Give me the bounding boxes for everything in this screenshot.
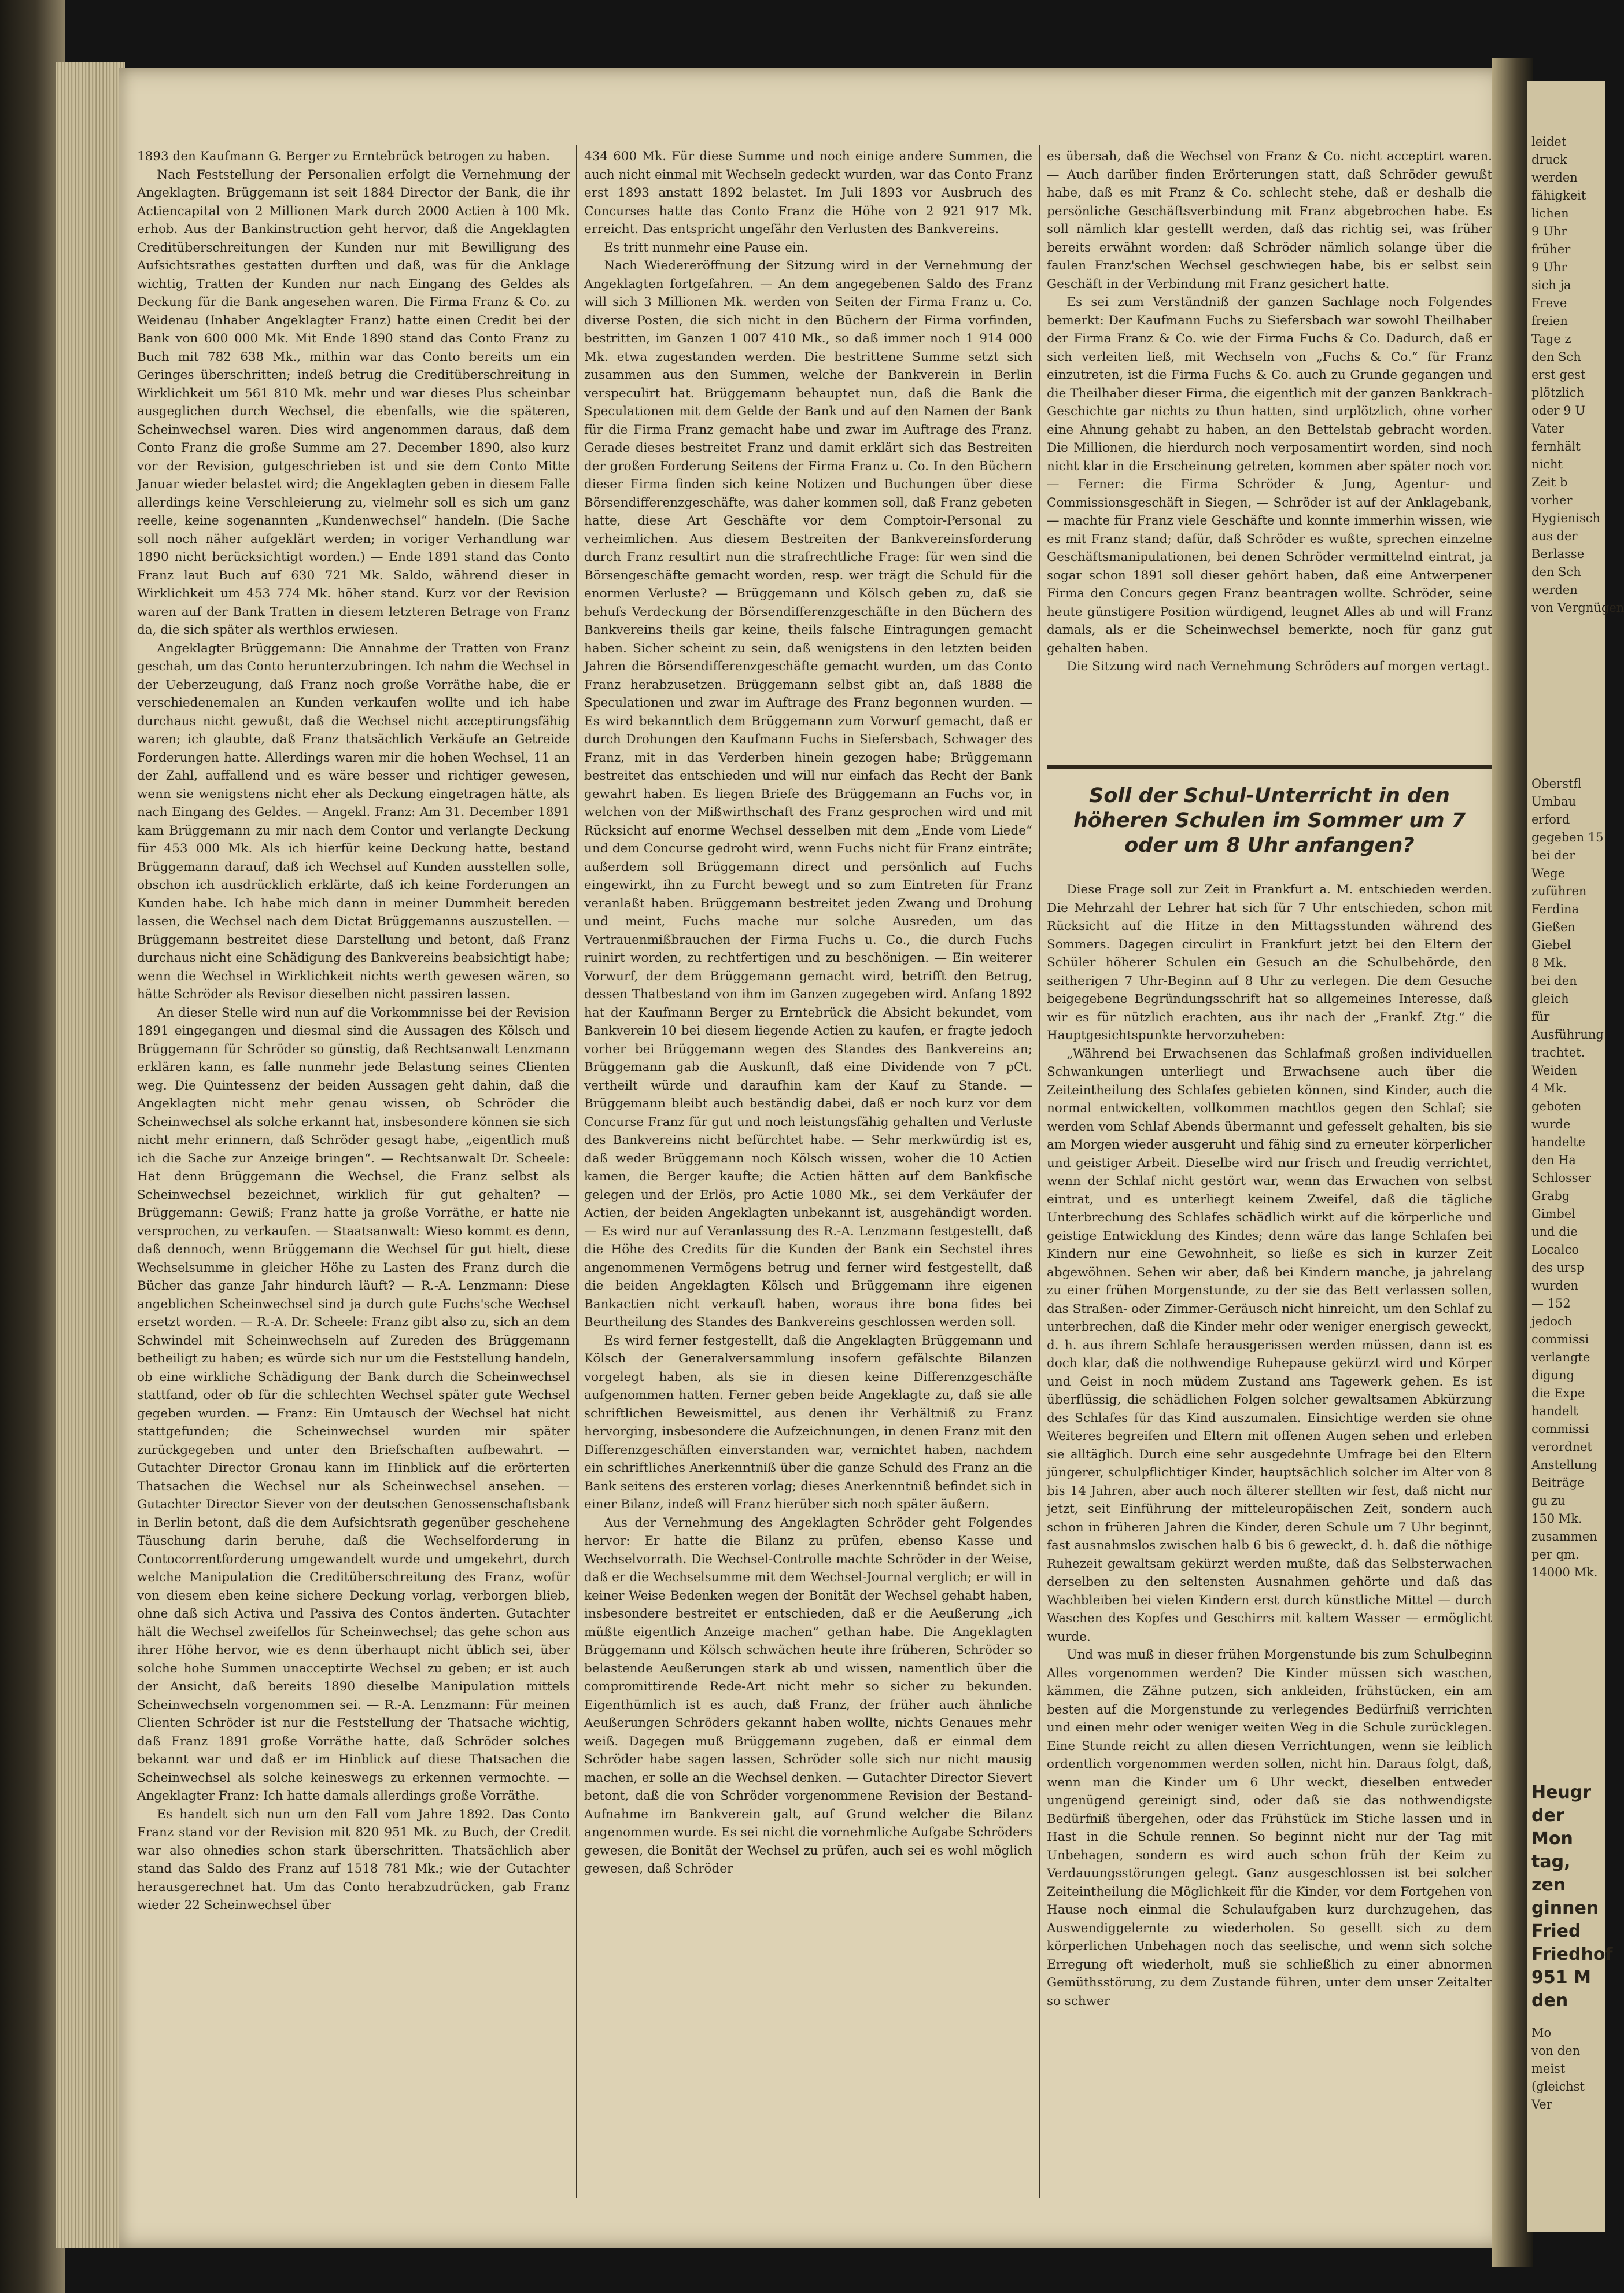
fragment-line: bei den: [1531, 974, 1577, 988]
fragment-line: Heugr: [1531, 1782, 1592, 1803]
fragment-line: werden: [1531, 583, 1578, 597]
fragment-line: plötzlich: [1531, 386, 1585, 400]
fragment-line: bei der: [1531, 848, 1575, 862]
fragment-line: gleich: [1531, 992, 1569, 1006]
fragment-line: commissi: [1531, 1422, 1589, 1436]
fragment-line: Tage z: [1531, 332, 1571, 346]
fragment-line: oder 9 U: [1531, 404, 1585, 418]
fragment-line: (gleichst: [1531, 2080, 1585, 2093]
fragment-line: druck: [1531, 153, 1567, 167]
fragment-line: Gießen: [1531, 920, 1575, 934]
fragment-line: 9 Uhr: [1531, 224, 1567, 238]
section-divider: [1047, 765, 1492, 769]
fragment-line: leidet: [1531, 135, 1567, 149]
fragment-line: Localco: [1531, 1243, 1579, 1257]
paragraph: Und was muß in dieser frühen Morgenstunde bis zum Schulbeginn Alles vorgenommen werden? Die Kinder müssen sich waschen, kämmen, die Zähne putzen, sich ankleiden, frühstücken, ein am besten auf die Morgenstunde zu verlegendes Bedürfniß verrichten und einen mehr oder weniger weiten Weg in die Schule zurücklegen. Eine Stunde reicht zu allen diesen Verrichtungen, wenn sie leiblich ordentlich vorgenommen werden sollen, nicht hin. Daraus folgt, daß, wenn man die Kinder um 6 Uhr weckt, dieselben entweder ungenügend gereinigt sind, oder daß sie das nothwendigste Bedürfniß übergehen, oder das Frühstück im Stiche lassen und in Hast in die Schule rennen. So beginnt nicht nur der Tag mit Unbehagen, sondern es wird auch schon früh der Keim zu Verdauungsstörungen gelegt. Ganz ausgeschlossen ist bei solcher Zeiteintheilung die Möglichkeit für die Kinder, vor dem Fortgehen von Hause noch einmal die Schulaufgaben kurz durchzugehen, das Auswendiggelernte zu wiederholen. So gesellt sich zu dem körperlichen Unbehagen noch das seelische, und wenn sich solche Erregung oft wiederholt, muß sie schließlich zu einer abnormen Gemüthsstörung, zu dem Zustande führen, unter dem unser Zeitalter so schwer: [1047, 1648, 1492, 2008]
fragment-line: 9 Uhr: [1531, 260, 1567, 274]
fragment-line: per qm.: [1531, 1548, 1579, 1561]
fragment-line: Ausführung: [1531, 1028, 1604, 1042]
paragraph: Nach Feststellung der Personalien erfolgt die Vernehmung der Angeklagten. Brüggemann ist seit 1884 Director der Bank, die ihr Actiencapital von 2 Millionen Mark durch 2000 Actien à 100 Mk. erhob. Aus der Bankinstruction geht hervor, daß die Angeklagten Creditüberschreitungen der Kunden nur mit Bewilligung des Aufsichtsrathes gestatten durften und daß, was für die Anklage wichtig, Tratten der Kunden nur nach Eingang des Geldes als Deckung für die Bank angesehen waren. Die Firma Franz & Co. zu Weidenau (Inhaber Angeklagter Franz) hatte einen Credit bei der Bank von 600 000 Mk. Mit Ende 1890 stand das Conto Franz zu Buch mit 782 638 Mk., mithin war das Conto bereits um ein Geringes überschritten; indeß betrug die Creditüberschreitung in Wirklichkeit um 561 810 Mk. mehr und war dieses Plus scheinbar ausgeglichen durch Wechsel, die ebenfalls, wie die späteren, Scheinwechsel waren. Dies wird angenommen daraus, daß dem Conto Franz die große Summe am 27. December 1890, also kurz vor der Revision, gutgeschrieben ist und sie dem Conto Mitte Januar wieder belastet wird; die Angeklagten geben in diesem Falle allerdings keine Verschleierung zu, vielmehr soll es sich um ganz reelle, keine sogenannten „Kundenwechsel“ handeln. (Die Sache soll noch näher aufgeklärt werden; in voriger Verhandlung war 1890 nicht berücksichtigt worden.) — Ende 1891 stand das Conto Franz laut Buch auf 630 721 Mk. Saldo, während dieser in Wirklichkeit um 453 774 Mk. höher stand. Kurz vor der Revision waren auf der Bank Tratten in diesem letzteren Betrage von Franz da, die sich später als werthlos erwiesen.: [137, 167, 570, 637]
next-page-fragment: [1527, 81, 1624, 2232]
fragment-line: den: [1531, 1991, 1568, 2011]
fragment-line: wurde: [1531, 1117, 1571, 1131]
fragment-line: handelt: [1531, 1404, 1578, 1418]
article-column-3: [1047, 147, 1492, 2195]
fragment-line: werden: [1531, 171, 1578, 184]
fragment-line: früher: [1531, 242, 1571, 256]
fragment-line: zusammen: [1531, 1530, 1597, 1544]
fragment-line: Fried: [1531, 1921, 1581, 1941]
column-rule: [1039, 145, 1040, 2198]
paragraph: Nach Wiedereröffnung der Sitzung wird in der Vernehmung der Angeklagten fortgefahren. — An dem angegebenen Saldo des Franz will sich 3 Millionen Mk. werden von Seiten der Firma Franz u. Co. diverse Posten, die sich nicht in den Büchern der Firma vorfinden, bestritten, im Ganzen 1 007 410 Mk., so daß immer noch 1 914 000 Mk. etwa zugestanden werden. Die bestrittene Summe setzt sich zusammen aus den Summen, welche der Bankverein in Berlin verspeculirt hat. Brüggemann behauptet nun, daß die Bank die Speculationen mit dem Gelde der Bank und auf den Namen der Bank für die Firma Franz gemacht habe und zwar im Auftrage des Franz. Gerade dieses bestreitet Franz und damit erklärt sich das Bestreiten der großen Forderung Seitens der Firma Franz u. Co. In den Büchern dieser Firma finden sich keine Notizen und Buchungen über diese Börsendifferenzgeschäfte, was daher kommen soll, daß Franz gebeten hatte, diese Art Geschäfte vor dem Comptoir-Personal zu verheimlichen. Aus diesem Bestreiten der Bankvereinsforderung durch Franz resultirt nun die strafrechtliche Frage: für wen sind die Börsengeschäfte gemacht worden, resp. wer trägt die Schuld für die enormen Verluste? — Brüggemann und Kölsch geben zu, daß sie behufs Verdeckung der Börsendifferenzgeschäfte in den Büchern des Bankvereins theils gar keine, theils falsche Eintragungen gemacht haben. Sicher scheint zu sein, daß wenigstens in den letzten beiden Jahren die Börsendifferenzgeschäfte gemacht wurden, um das Conto Franz herabzusetzen. Brüggemann selbst gibt an, daß 1888 die Speculationen und zwar im Auftrage des Franz begonnen wurden. — Es wird bekanntlich dem Brüggemann zum Vorwurf gemacht, daß er durch Drohungen den Kaufmann Fuchs in Siefersbach, Schwager des Franz, mit in das Verderben hinein gezogen habe; Brüggemann bestreitet das entschieden und will nur einfach das Recht der Bank gewahrt haben. Es liegen Briefe des Brüggemann an Fuchs vor, in welchen von der Mißwirthschaft des Franz gesprochen wird und mit Rücksicht auf enorme Wechsel desselben mit dem „Ende vom Liede“ und dem Concurse gedroht wird, wenn Fuchs nicht für Franz einträte; außerdem soll Brüggemann direct und persönlich auf Fuchs eingewirkt, ihn zu Furcht bewegt und so zum Eintreten für Franz veranlaßt haben. Brüggemann bestreitet jeden Zwang und Drohung und meint, Fuchs mache nur solche Ausreden, um das Vertrauenmißbrauchen der Firma Fuchs u. Co., die durch Fuchs ruinirt worden, zu rechtfertigen und zu beschönigen. — Ein weiterer Vorwurf, der dem Brüggemann gemacht wird, betrifft den Betrug, dessen Thatbestand von ihm im Ganzen zugegeben wird. Anfang 1892 hat der Kaufmann Berger zu Erntebrück die Absicht bekundet, vom Bankverein 10 bei diesem liegende Actien zu kaufen, er fragte jedoch vorher bei Brüggemann wegen des Standes des Bankvereins an; Brüggemann gab die Auskunft, daß eine Dividende von 7 pCt. vertheilt würde und daraufhin kam der Kauf zu Stande. — Brüggemann bleibt auch beständig dabei, daß er noch kurz vor dem Concurse Franz für gut und noch leistungsfähig gehalten und Verluste des Bankvereins nicht befürchtet habe. — Sehr merkwürdig ist es, daß weder Brüggemann noch Kölsch wissen, woher die 10 Actien kamen, die Berger kaufte; die Actien hätten auf dem Bankfische gelegen und der Erlös, pro Actie 1080 Mk., sei dem Verkäufer der Actien, der beiden Angeklagten unbekannt ist, ausgehändigt worden. — Es wird nur auf Veranlassung des R.-A. Lenzmann festgestellt, daß die Höhe des Credits für die Kunden der Bank ein Sechstel ihres angenommenen Vermögens betrug und ferner wird festgestellt, daß die beiden Angeklagten Kölsch und Brüggemann ihre eigenen Bankactien nicht verkauft haben, woraus ihre bona fides bei Beurtheilung des Standes des Bankvereins geschlossen werden soll.: [584, 259, 1032, 1330]
fragment-line: erford: [1531, 813, 1570, 826]
paragraph: Angeklagter Brüggemann: Die Annahme der Tratten von Franz geschah, um das Conto herunterzubringen. Ich nahm die Wechsel in der Ueberzeugung, daß Franz noch große Vorräthe habe, die er verschiedenemalen an Kunden verkaufen wollte und ich habe durchaus nicht gewußt, daß die Wechsel nicht acceptirungsfähig waren; ich glaubte, daß Franz thatsächlich Verkäufe an Getreide Forderungen hatte. Allerdings waren mir die hohen Wechsel, 11 an der Zahl, auffallend und es wäre besser und richtiger gewesen, wenn sie wenigstens nicht eher als Deckung eingetragen hätte, als nach Eingang des Geldes. — Angekl. Franz: Am 31. December 1891 kam Brüggemann zu mir nach dem Contor und verlangte Deckung für 453 000 Mk. Als ich hierfür keine Deckung hatte, bestand Brüggemann darauf, daß ich Wechsel auf Kunden ausstellen solle, obschon ich ausdrücklich erklärte, daß ich keine Forderungen an Kunden habe. Ich habe mich dann in meiner Dummheit bereden lassen, die Wechsel nach dem Dictat Brüggemanns auszustellen. — Brüggemann bestreitet diese Darstellung und betont, daß Franz durchaus nicht eine Schädigung des Bankvereins beabsichtigt habe; wenn die Wechsel in Wirklichkeit nichts werth gewesen wären, so hätte Schröder als Revisor dieselben nicht passiren lassen.: [137, 641, 570, 1002]
fragment-line: Weiden: [1531, 1064, 1577, 1077]
fragment-line: Umbau: [1531, 795, 1577, 808]
fragment-line: — 152: [1531, 1297, 1571, 1310]
fragment-line: digung: [1531, 1368, 1575, 1382]
fragment-line: für: [1531, 1010, 1550, 1024]
paragraph: Diese Frage soll zur Zeit in Frankfurt a. M. entschieden werden. Die Mehrzahl der Lehrer hat sich für 7 Uhr entschieden, schon mit Rücksicht auf die Hitze in den Mittagsstunden während des Sommers. Dagegen circulirt in Frankfurt jetzt bei den Eltern der Schüler höherer Schulen ein Gesuch an die Schulbehörde, den seitherigen 7 Uhr-Beginn auf 8 Uhr zu verlegen. Die dem Gesuche beigegebene Begründungsschrift hat so allgemeines Interesse, daß wir es für nützlich erachten, aus ihr nach der „Frankf. Ztg.“ die Hauptgesichtspunkte hervorzuheben:: [1047, 883, 1492, 1043]
fragment-line: des ursp: [1531, 1261, 1585, 1275]
fragment-line: 8 Mk.: [1531, 956, 1567, 970]
fragment-line: sich ja: [1531, 278, 1571, 292]
fragment-line: erst gest: [1531, 368, 1586, 382]
fragment-line: zuführen: [1531, 884, 1587, 898]
fragment-line: fernhält: [1531, 440, 1581, 453]
fragment-line: 14000 Mk.: [1531, 1565, 1598, 1579]
fragment-line: den Ha: [1531, 1153, 1576, 1167]
school-article-body: [1047, 881, 1492, 2194]
fragment-line: Giebel: [1531, 938, 1571, 952]
fragment-line: von Vergnügen: [1531, 601, 1624, 615]
fragment-line: Mon: [1531, 1829, 1573, 1849]
fragment-line: lichen: [1531, 206, 1569, 220]
fragment-line: verordnet: [1531, 1440, 1592, 1454]
next-page-heading-fragment: [1531, 1781, 1613, 2013]
article-column-2: [584, 147, 1032, 2195]
fragment-line: die Expe: [1531, 1386, 1585, 1400]
fragment-line: Ver: [1531, 2098, 1552, 2111]
fragment-line: verlangte: [1531, 1350, 1590, 1364]
next-page-text-bottom: [1531, 2024, 1604, 2114]
fragment-line: von den: [1531, 2044, 1581, 2058]
paragraph: Es tritt nunmehr eine Pause ein.: [604, 240, 809, 255]
fragment-line: Berlasse: [1531, 547, 1585, 561]
paragraph: Es handelt sich nun um den Fall vom Jahre 1892. Das Conto Franz stand vor der Revision mit 820 951 Mk. zu Buch, der Credit war also ohnedies schon stark überschritten. Thatsächlich aber stand das Saldo des Franz auf 1518 781 Mk.; wie der Gutachter herausgerechnet hat. Um das Conto herabzudrücken, gab Franz wieder 22 Scheinwechsel über: [137, 1807, 570, 1912]
fragment-line: Mo: [1531, 2026, 1552, 2040]
paragraph: Es wird ferner festgestellt, daß die Angeklagten Brüggemann und Kölsch der Generalversammlung insofern gefälschte Bilanzen vorgelegt haben, als sie in diesen keine Differenzgeschäfte aufgenommen hatten. Ferner geben beide Angeklagte zu, daß sie alle schriftlichen Beweismittel, aus denen ihr Verhältniß zu Franz hervorging, insbesondere die Aufzeichnungen, in denen Franz mit den Differenzgeschäften einverstanden war, vernichtet haben, nachdem ein schriftliches Anerkenntniß über die ganze Schuld des Franz an die Bank seitens des ersteren vorlag; dieses Anerkenntniß befindet sich in einer Bilanz, indeß will Franz hierüber sich noch später äußern.: [584, 1333, 1032, 1512]
fragment-line: Grabg: [1531, 1189, 1570, 1203]
fragment-line: jedoch: [1531, 1314, 1573, 1328]
fragment-line: Oberstfl: [1531, 777, 1582, 791]
fragment-line: den Sch: [1531, 350, 1581, 364]
fragment-line: den Sch: [1531, 565, 1581, 579]
fragment-line: Schlosser: [1531, 1171, 1592, 1185]
fragment-line: Friedhof: [1531, 1944, 1613, 1965]
article-headline: Soll der Schul-Unterricht in den höheren Schulen im Sommer um 7 oder um 8 Uhr anfangen?: [1073, 784, 1466, 857]
fragment-line: der: [1531, 1805, 1564, 1826]
fragment-line: meist: [1531, 2062, 1566, 2076]
fragment-line: zen: [1531, 1875, 1566, 1895]
paragraph: es übersah, daß die Wechsel von Franz & Co. nicht acceptirt waren. — Auch darüber finden Erörterungen statt, daß Schröder gewußt habe, daß es mit Franz & Co. schlecht stehe, daß er deshalb die persönliche Geschäftsverbindung mit Franz abgebrochen habe. Es soll nämlich klar gestellt werden, daß das richtig sei, was früher bereits erwähnt worden: daß Schröder nämlich solange über die faulen Franz'schen Wechsel geschwiegen habe, bis er selbst sein Geschäft in der Verbindung mit Franz gesichert hatte.: [1047, 149, 1492, 291]
paragraph: 1893 den Kaufmann G. Berger zu Erntebrück betrogen zu haben.: [137, 149, 550, 164]
paragraph: Aus der Vernehmung des Angeklagten Schröder geht Folgendes hervor: Er hatte die Bilanz zu prüfen, ebenso Kasse und Wechselvorrath. Die Wechsel-Controlle machte Schröder in der Weise, daß er die Wechselsumme mit dem Wechsel-Journal verglich; er will in keiner Weise Bedenken wegen der Bonität der Wechsel gehabt haben, insbesondere bestreitet er entschieden, daß er die Aeußerung „ich müßte eigentlich Anzeige machen“ gethan habe. Die Angeklagten Brüggemann und Kölsch schwächen heute ihre früheren, Schröder so belastende Aeußerungen stark ab und wissen, namentlich über die compromittirende Rede-Art nicht mehr so sicher zu bekunden. Eigenthümlich ist es auch, daß Franz, der früher auch ähnliche Aeußerungen Schröders gekannt haben wollte, nichts Genaues mehr weiß. Dagegen muß Brüggemann zugeben, daß er einmal dem Schröder habe sagen lassen, Schröder solle sich nur nicht mausig machen, er solle an die Wechsel denken. — Gutachter Director Sievert betont, daß die von Schröder vorgenommene Revision der Bestand-Aufnahme im Bankverein galt, auf Grund welcher die Bilanz angenommen wurde. Es sei nicht die vornehmliche Aufgabe Schröders gewesen, die Bonität der Wechsel zu prüfen, auch sei es wohl möglich gewesen, daß Schröder: [584, 1515, 1032, 1876]
paragraph: Die Sitzung wird nach Vernehmung Schröders auf morgen vertagt.: [1066, 659, 1490, 674]
fragment-line: vorher: [1531, 493, 1573, 507]
fragment-line: gu zu: [1531, 1494, 1566, 1508]
fragment-line: 4 Mk.: [1531, 1081, 1567, 1095]
next-page-text-middle: [1531, 775, 1604, 1582]
fragment-line: und die: [1531, 1225, 1578, 1239]
fragment-line: 951 M: [1531, 1967, 1591, 1988]
fragment-line: trachtet.: [1531, 1046, 1585, 1059]
paragraph: „Während bei Erwachsenen das Schlafmaß großen individuellen Schwankungen unterliegt und Erwachsene auch über die Zeiteintheilung des Schlafes gebieten können, sind Kinder, auch die normal entwickelten, vollkommen machtlos gegen den Schlaf; sie werden vom Schlaf Abends übermannt und gefesselt gehalten, bis sie am Morgen wieder ausgeruht und fähig sind zu erneuter körperlicher und geistiger Arbeit. Dieselbe wird nur frisch und freudig verrichtet, wenn der Schlaf nicht gestört war, wenn das Erwachen von selbst eintrat, und es unterliegt keinem Zweifel, daß die tägliche Unterbrechung des Schlafes schädlich wirkt auf die körperliche und geistige Entwicklung des Kindes; denn wäre das lange Schlafen bei Kindern nur eine Gewohnheit, so ließe es sich in kurzer Zeit abgewöhnen. Sehen wir aber, daß bei Kindern manche, ja jahrelang zu einer frühen Morgenstunde, zu der sie das Bett verlassen sollen, das Straßen- oder Zimmer-Geräusch nicht hinreicht, um den Schlaf zu unterbrechen, daß die Kinder mehr oder weniger energisch geweckt, d. h. aus ihrem Schlafe herausgerissen werden müssen, dann ist es doch klar, daß die nothwendige Ruhepause gekürzt wird und Körper und Geist in noch müdem Zustand ans Tagewerk gehen. Es ist überflüssig, die schädlichen Folgen solcher gewaltsamen Abkürzung des Schlafes für das Kind auszumalen. Einsichtige werden sie ohne Weiteres begreifen und Eltern mit offenen Augen sehen und erleben sie alltäglich. Durch eine sehr ausgedehnte Umfrage bei den Eltern jüngerer, schulpflichtiger Kinder, hauptsächlich solcher im Alter von 8 bis 14 Jahren, aber auch noch älterer stellten wir fest, daß nicht nur jetzt, seit Einführung der mitteleuropäischen Zeit, sondern auch schon in früheren Jahren die Kinder, deren Schule um 7 Uhr beginnt, fast ausnahmslos zwischen halb 6 bis 6 geweckt, d. h. daß die nöthige Ruhezeit gewaltsam gekürzt werden mußte, daß das Selbsterwachen derselben zu den seltensten Ausnahmen gehörte und daß das Wachbleiben bei vielen Kindern erst durch künstliche Mittel — durch Waschen des Kopfes und Geschirrs mit kaltem Wasser — ermöglicht wurde.: [1047, 1046, 1492, 1644]
fragment-line: ginnen: [1531, 1898, 1599, 1918]
fragment-line: Beiträge: [1531, 1476, 1585, 1490]
fragment-line: commissi: [1531, 1332, 1589, 1346]
fragment-line: handelte: [1531, 1135, 1586, 1149]
paragraph: An dieser Stelle wird nun auf die Vorkommnisse bei der Revision 1891 eingegangen und diesmal sind die Aussagen des Kölsch und Brüggemann für Schröder so günstig, daß Rechtsanwalt Lenzmann erklären kann, es falle nunmehr jede Belastung seines Clienten weg. Die Quintessenz der beiden Aussagen geht dahin, daß die Angeklagten nicht mehr genau wissen, ob Schröder die Scheinwechsel als solche erkannt hat, insbesondere können sie sich nicht mehr erinnern, daß Schröder gesagt habe, „eigentlich muß ich die Sache zur Anzeige bringen“. — Rechtsanwalt Dr. Scheele: Hat denn Brüggemann die Wechsel, die Franz selbst als Scheinwechsel bezeichnet, wirklich für gut gehalten? — Brüggemann: Gewiß; Franz hatte ja große Vorräthe, er hatte nie versprochen, zu verkaufen. — Staatsanwalt: Wieso kommt es denn, daß dennoch, wenn Brüggemann die Wechsel für gut hielt, diese Wechselsumme in gleicher Höhe zu Lasten des Franz durch die Bücher das ganze Jahr hindurch läuft? — R.-A. Lenzmann: Diese angeblichen Scheinwechsel sind ja durch gute Fuchs'sche Wechsel ersetzt worden. — R.-A. Dr. Scheele: Franz gibt also zu, sich an dem Schwindel mit Scheinwechseln auf Zureden des Brüggemann betheiligt zu haben; es würde sich nur um die Feststellung handeln, ob eine wirkliche Schädigung der Bank durch die Scheinwechsel stattfand, oder ob für die schlechten Wechsel später gute Wechsel gegeben wurden. — Franz: Ein Umtausch der Wechsel hat nicht stattgefunden; die Scheinwechsel wurden mir später zurückgegeben und unter den Briefschaften aufbewahrt. — Gutachter Director Gronau kann im Hinblick auf die erörterten Thatsachen die Wechsel nur als Scheinwechsel ansehen. — Gutachter Director Siever von der deutschen Genossenschaftsbank in Berlin betont, daß die dem Aufsichtsrath gegenüber geschehene Täuschung darin beruhe, daß die Wechselforderung in Contocorrentforderung umgewandelt wurde und umgekehrt, durch welche Manipulation die Creditüberschreitung des Franz, wofür von diesem eben keine sichere Deckung vorlag, verborgen blieb, ohne daß sich Activa und Passiva des Contos änderten. Gutachter hält die Wechsel zweifellos für Scheinwechsel; das gehe schon aus ihrer Höhe hervor, wie es denn überhaupt nicht üblich sei, über solche hohe Summen unacceptirte Wechsel zu geben; er ist auch der Ansicht, daß bereits 1890 dieselbe Manipulation mittels Scheinwechseln vorgenommen sei. — R.-A. Lenzmann: Für meinen Clienten Schröder ist nur die Feststellung der Thatsache wichtig, daß Franz 1891 große Vorräthe hatte, daß Schröder solches bekannt war und daß er im Hinblick auf diese Thatsachen die Scheinwechsel als solche keineswegs zu erkennen vermochte. — Angeklagter Franz: Ich hatte damals allerdings große Vorräthe.: [137, 1005, 570, 1803]
fragment-line: geboten: [1531, 1099, 1582, 1113]
fragment-line: aus der: [1531, 529, 1578, 543]
trial-report-continuation: [1047, 147, 1492, 755]
fragment-line: fähigkeit: [1531, 189, 1586, 202]
column-rule: [576, 145, 577, 2198]
fragment-line: Gimbel: [1531, 1207, 1575, 1221]
fragment-line: Freve: [1531, 296, 1567, 310]
fragment-line: Zeit b: [1531, 475, 1568, 489]
fragment-line: tag,: [1531, 1852, 1571, 1872]
fragment-line: nicht: [1531, 457, 1563, 471]
fragment-line: Ferdina: [1531, 902, 1579, 916]
paragraph: Es sei zum Verständniß der ganzen Sachlage noch Folgendes bemerkt: Der Kaufmann Fuchs zu Siefersbach war sowohl Theilhaber der Firma Franz & Co. wie der Firma Fuchs & Co. Dadurch, daß er sich verleiten ließ, mit Wechseln von „Fuchs & Co.“ für Franz einzutreten, ist die Firma Fuchs & Co. auch zu Grunde gegangen und die Theilhaber dieser Firma, die eigentlich mit der ganzen Bankkrach-Geschichte gar nichts zu thun hatten, sind urplötzlich, ohne vorher eine Ahnung gehabt zu haben, an den Bettelstab gebracht worden. Die Millionen, die hierdurch noch verposamentirt worden, sind noch nicht klar in die Erscheinung getreten, kommen aber später noch vor. — Ferner: die Firma Schröder & Jung, Agentur- und Commissionsgeschäft in Siegen, — Schröder ist auf der Anklagebank, — machte für Franz viele Geschäfte und konnte immerhin wissen, wie es mit Franz stand; dafür, daß Schröder es wußte, sprechen einzelne Geschäftsmanipulationen, bei denen Schröder vermittelnd eintrat, ja sogar schon 1891 soll dieser gehört haben, daß eine Antwerpener Firma den Concurs gegen Franz beantragen wollte. Schröder, seine heute günstigere Position würdigend, leugnet Alles ab und will Franz damals, als er die Scheinwechsel bemerkte, noch für ganz gut gehalten haben.: [1047, 295, 1492, 656]
paragraph: 434 600 Mk. Für diese Summe und noch einige andere Summen, die auch nicht einmal mit Wechseln gedeckt wurden, war das Conto Franz erst 1893 anstatt 1892 belastet. Im Juli 1893 vor Ausbruch des Concurses hatte das Conto Franz die Höhe von 2 921 917 Mk. erreicht. Das entspricht ungefähr den Verlusten des Bankvereins.: [584, 149, 1032, 237]
next-page-text-top: [1531, 133, 1624, 617]
article-column-1: [137, 147, 570, 2195]
fragment-line: 150 Mk.: [1531, 1512, 1582, 1526]
fragment-line: gegeben 15: [1531, 830, 1604, 844]
fragment-line: Hygienisch: [1531, 511, 1601, 525]
fragment-line: freien: [1531, 314, 1568, 328]
fragment-line: Wege: [1531, 866, 1566, 880]
fragment-line: Vater: [1531, 422, 1564, 435]
page-stack-edge: [56, 62, 125, 2248]
fragment-line: wurden: [1531, 1279, 1578, 1293]
fragment-line: Anstellung: [1531, 1458, 1598, 1472]
